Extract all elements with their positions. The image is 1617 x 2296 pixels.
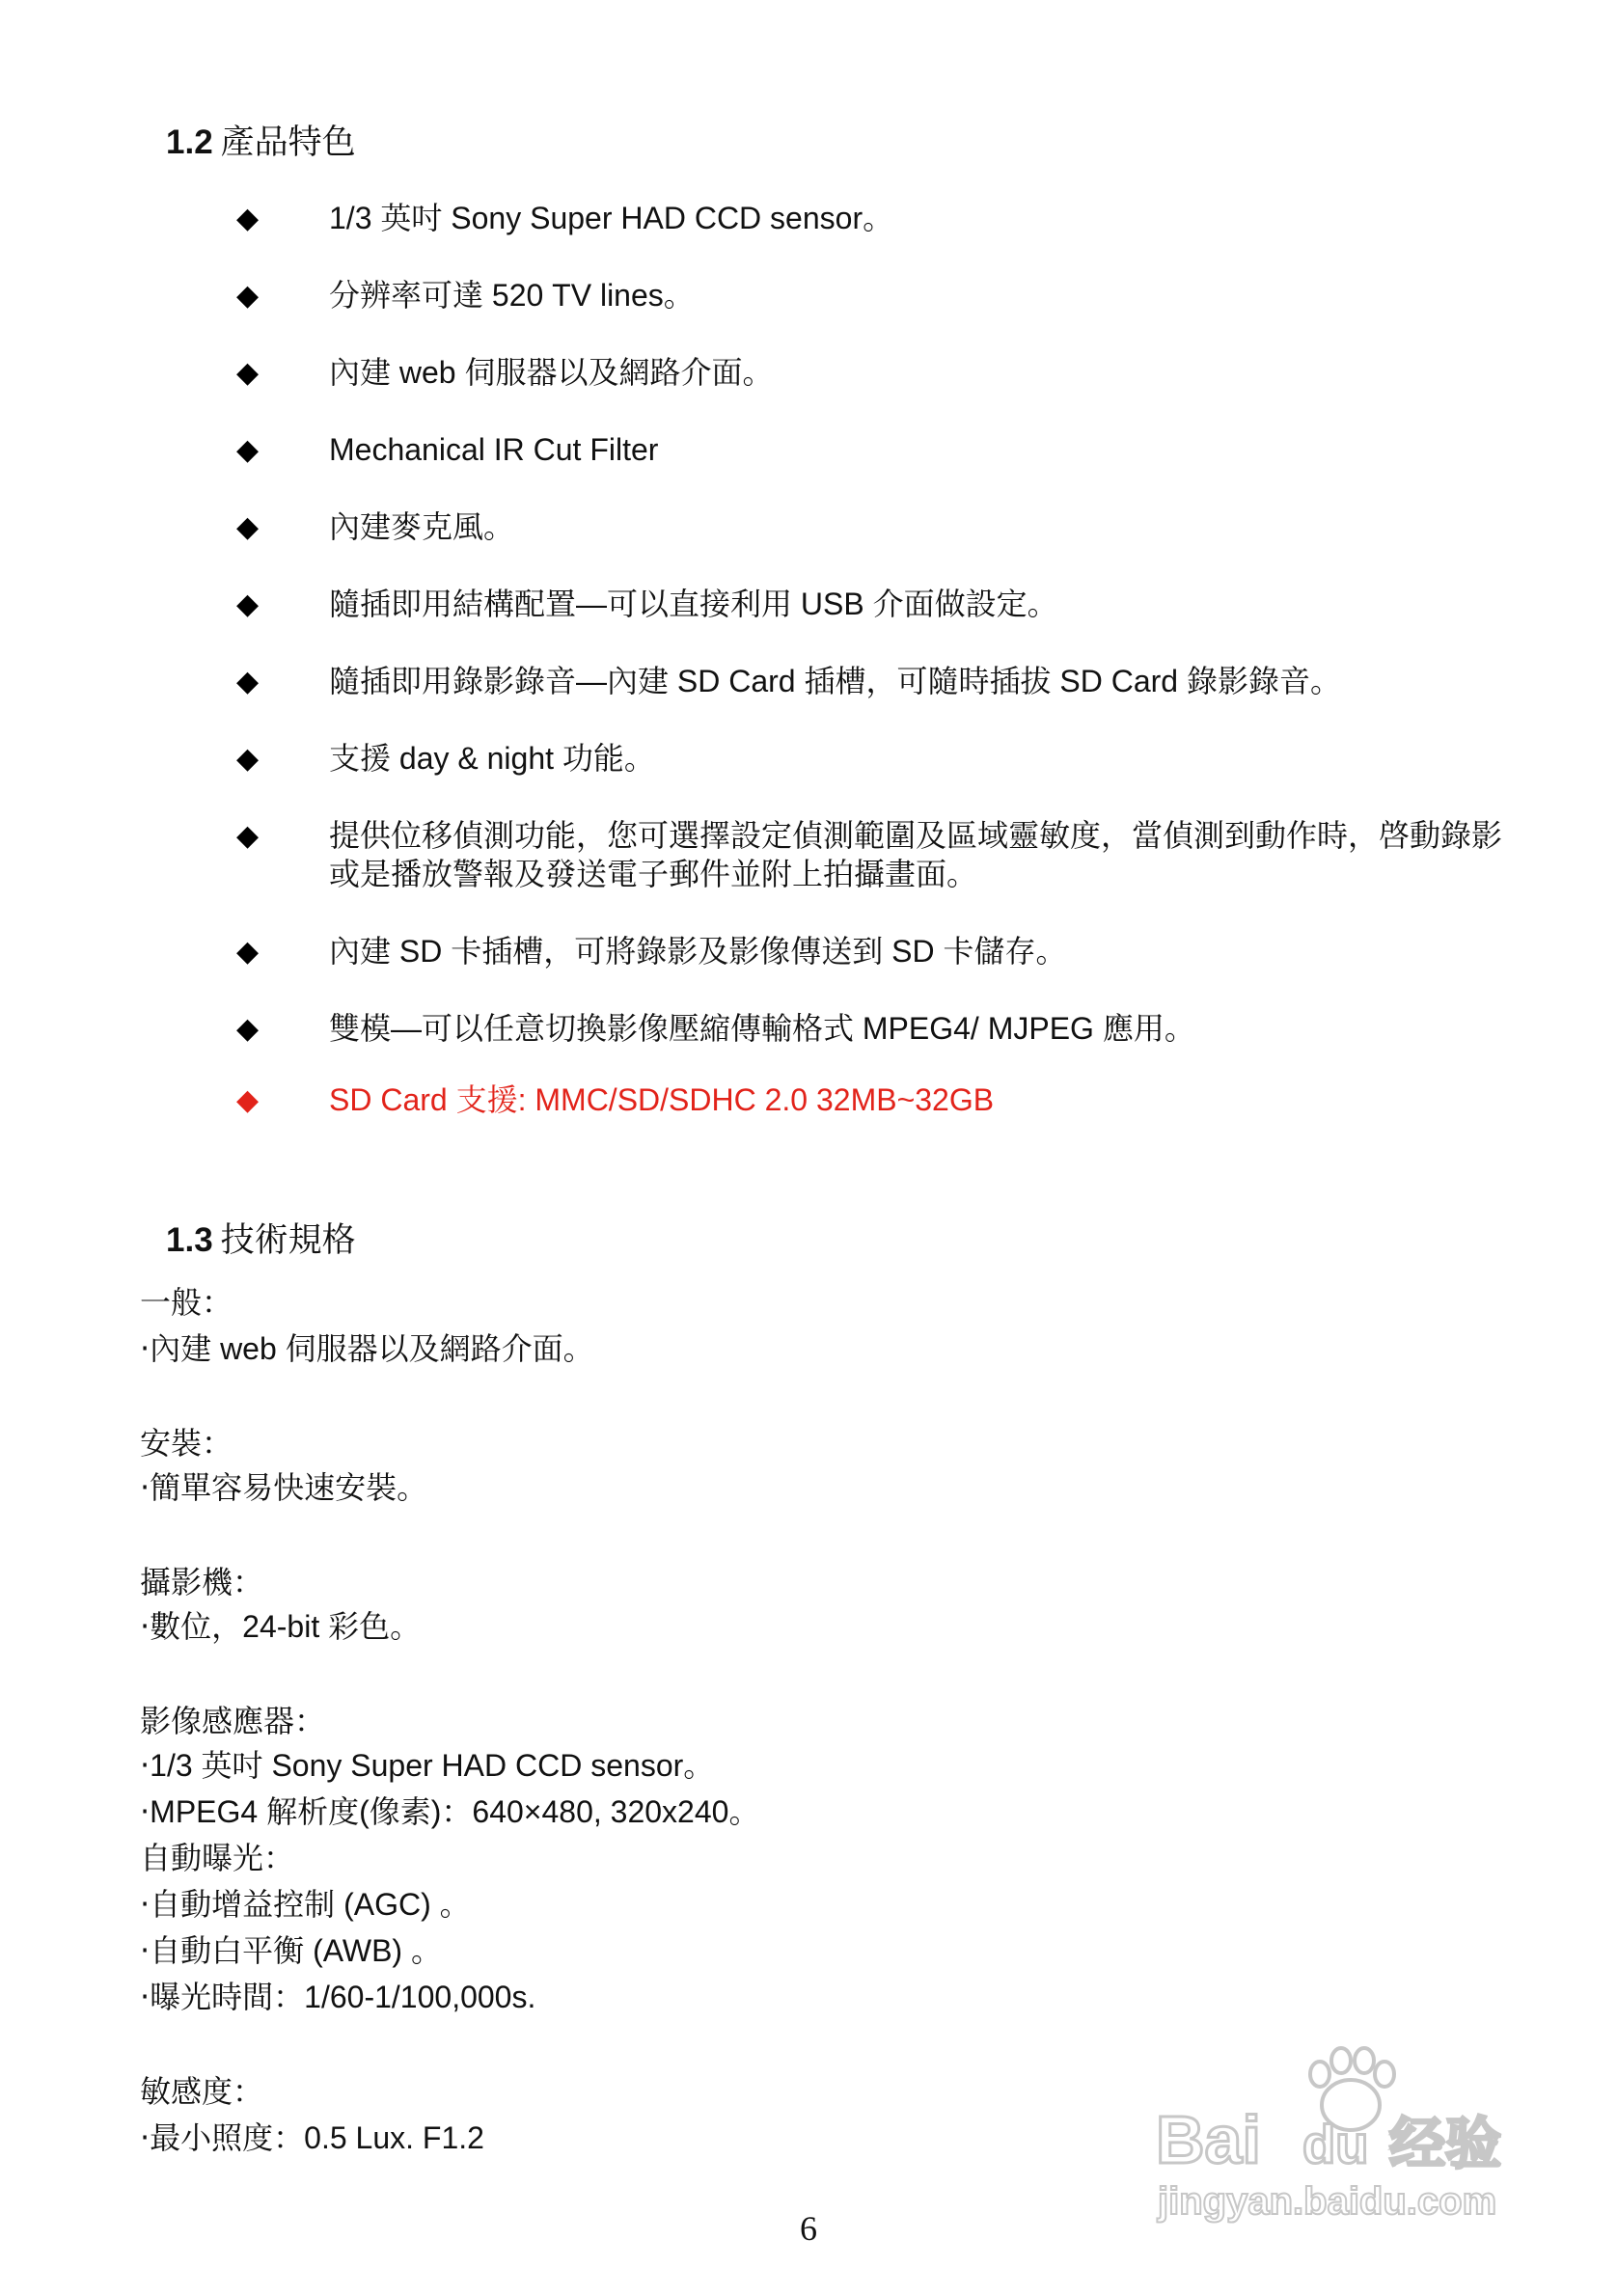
diamond-bullet-icon: ◆ [236,666,260,697]
page-number: 6 [800,2209,817,2248]
section-title-text: 產品特色 [220,123,356,161]
diamond-bullet-icon: ◆ [236,936,260,968]
section-title-specs [166,1219,356,1262]
diamond-bullet-icon: ◆ [236,511,260,543]
spec-item: ‧1/3 英吋 Sony Super HAD CCD sensor。 [140,1748,715,1783]
feature-text: 1/3 英吋 Sony Super HAD CCD sensor。 [329,201,894,235]
feature-text: 內建 web 伺服器以及網路介面。 [329,355,774,390]
feature-text: 支援 day & night 功能。 [329,741,655,776]
section-title-features [166,122,356,164]
spec-heading-sensitivity: 敏感度： [140,2074,264,2109]
feature-text: 內建 SD 卡插槽，可將錄影及影像傳送到 SD 卡儲存。 [329,934,1067,969]
svg-text:du: du [1302,2114,1369,2174]
feature-text: 雙模—可以任意切換影像壓縮傳輸格式 MPEG4/ MJPEG 應用。 [329,1011,1195,1046]
diamond-bullet-icon: ◆ [236,280,260,312]
spec-item: ‧曝光時間：1/60-1/100,000s. [140,1980,536,2014]
section-number: 1.2 [166,123,213,161]
spec-item: ‧自動白平衡 (AWB) 。 [140,1933,442,1968]
diamond-bullet-icon: ◆ [236,203,260,234]
feature-text: 提供位移偵測功能，您可選擇設定偵測範圍及區域靈敏度，當偵測到動作時，啓動錄影或是播放警報及發送電子郵件並附上拍攝畫面。 [329,818,1503,891]
diamond-bullet-icon: ◆ [236,434,260,466]
feature-text: 隨插即用結構配置—可以直接利用 USB 介面做設定。 [329,587,1058,621]
feature-text: SD Card 支援: MMC/SD/SDHC 2.0 32MB~32GB [329,1082,995,1117]
spec-item: ‧簡單容易快速安裝。 [140,1470,428,1505]
diamond-bullet-icon: ◆ [236,357,260,389]
spec-item: ‧最小照度：0.5 Lux. F1.2 [140,2120,484,2155]
diamond-bullet-icon: ◆ [236,1084,260,1116]
spec-heading-install: 安裝： [140,1426,233,1461]
diamond-bullet-icon: ◆ [236,820,260,852]
baidu-watermark-logo [1148,2045,1534,2228]
diamond-bullet-icon: ◆ [236,588,260,620]
diamond-bullet-icon: ◆ [236,743,260,775]
svg-text:Bai: Bai [1156,2102,1261,2177]
svg-text:jingyan.baidu.com: jingyan.baidu.com [1158,2180,1497,2223]
svg-text:经验: 经验 [1389,2111,1502,2176]
feature-text: 分辨率可達 520 TV lines。 [329,278,695,313]
spec-item: ‧自動增益控制 (AGC) 。 [140,1887,471,1922]
diamond-bullet-icon: ◆ [236,1013,260,1045]
feature-text: 隨插即用錄影錄音—內建 SD Card 插槽，可隨時插拔 SD Card 錄影錄音。 [329,664,1341,698]
spec-item: ‧數位，24-bit 彩色。 [140,1609,422,1644]
spec-item: ‧內建 web 伺服器以及網路介面。 [140,1331,594,1366]
spec-heading-general: 一般： [140,1285,233,1320]
spec-heading-camera: 攝影機： [140,1565,264,1599]
spec-item: ‧MPEG4 解析度(像素)：640×480, 320x240。 [140,1794,760,1829]
spec-heading-exposure: 自動曝光： [140,1841,295,1875]
spec-heading-sensor: 影像感應器： [140,1704,326,1738]
feature-text: Mechanical IR Cut Filter [329,432,659,467]
section-number: 1.3 [166,1221,213,1259]
feature-text: 內建麥克風。 [329,509,515,544]
section-title-text: 技術規格 [220,1221,356,1259]
